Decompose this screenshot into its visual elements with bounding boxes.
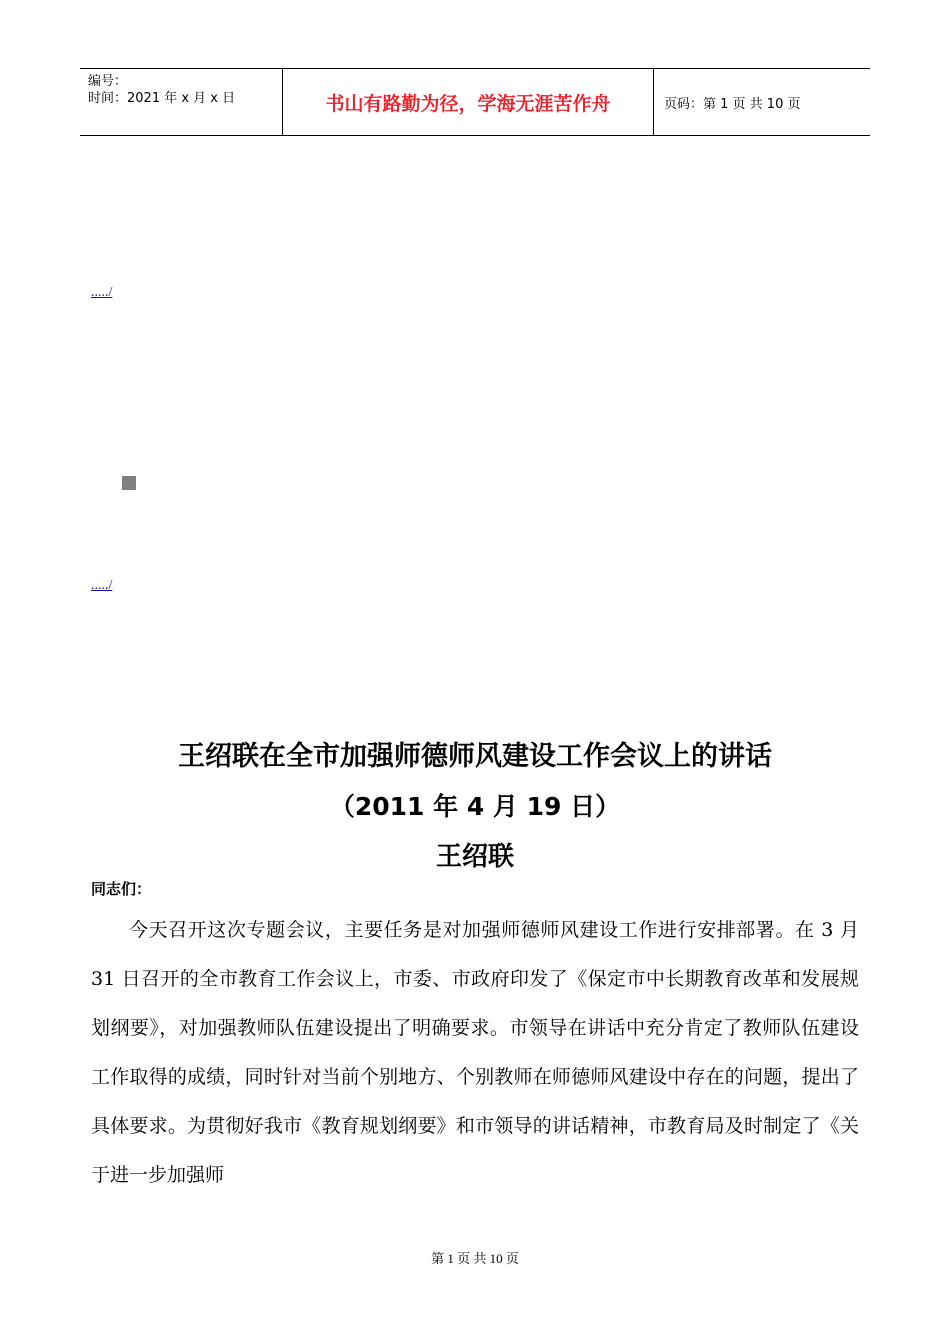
placeholder-square-icon	[122, 476, 136, 490]
page-header	[80, 68, 870, 136]
number-label: 编号：	[88, 74, 128, 89]
document-author: 王绍联	[435, 842, 514, 872]
dotted-link[interactable]: ...../	[91, 285, 113, 300]
header-page-info: 页码：第 1 页 共 10 页	[664, 96, 801, 112]
body-paragraph: 今天召开这次专题会议，主要任务是对加强师德师风建设工作进行安排部署。在 3 月 31 日召开的全市教育工作会议上，市委、市政府印发了《保定市中长期教育改革和发展规划纲要》，对加强教师队伍建设提出了明确要求。市领导在讲话中充分肯定了教师队伍建设工作取得的成绩，同时针对当前个别地方、个别教师在师德师风建设中存在的问题，提出了具体要求。为贯彻好我市《教育规划纲要》和市领导的讲话精神，市教育局及时制定了《关于进一步加强师	[91, 919, 859, 1186]
dotted-link[interactable]: ...../	[91, 578, 113, 593]
page-footer: 第 1 页 共 10 页	[431, 1251, 519, 1266]
document-date: （2011 年 4 月 19 日）	[329, 792, 621, 821]
header-motto: 书山有路勤为径，学海无涯苦作舟	[282, 69, 654, 135]
document-title: 王绍联在全市加强师德师风建设工作会议上的讲话	[178, 741, 772, 772]
time-label: 时间：2021 年 x 月 x 日	[88, 91, 236, 106]
greeting: 同志们：	[91, 880, 152, 898]
header-meta	[80, 69, 282, 135]
